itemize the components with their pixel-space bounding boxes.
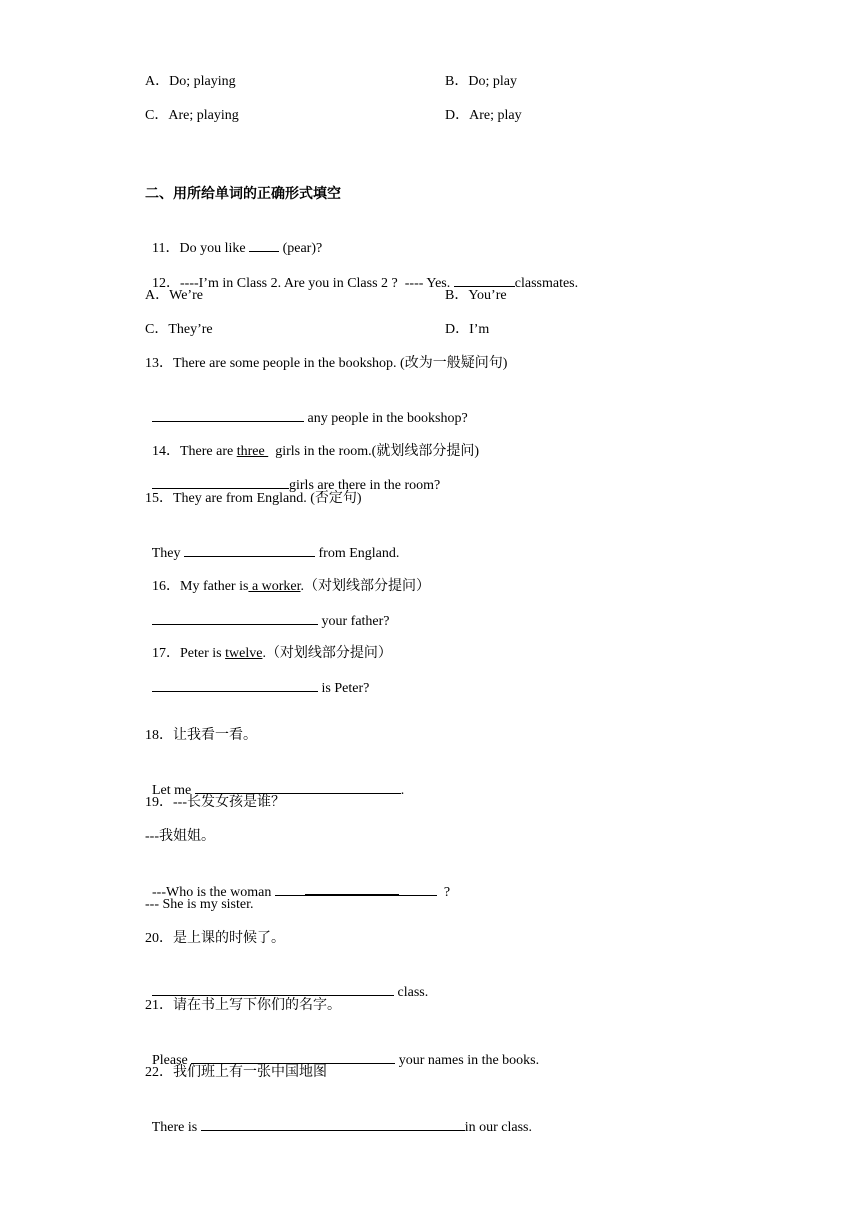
q16-underlined: a worker	[248, 579, 301, 594]
answer-blank[interactable]	[152, 475, 289, 489]
q17-after: .（对划线部分提问）	[262, 646, 392, 661]
q19-answer-before: ---Who is the woman	[152, 885, 275, 900]
question-15: 15．They are from England. (否定句)	[145, 491, 362, 506]
q18-answer-line	[145, 760, 405, 798]
answer-blank[interactable]	[249, 238, 279, 252]
q15-answer-before: They	[151, 546, 185, 561]
answer-blank[interactable]	[152, 982, 394, 996]
q22-answer-before: There is	[151, 1120, 201, 1135]
q21-answer-after: your names in the books.	[395, 1053, 540, 1068]
q22-answer-line	[145, 1097, 532, 1135]
q14-answer-line	[145, 455, 441, 493]
q22-answer-after: in our class.	[464, 1120, 532, 1135]
option-b: B．Do; play	[445, 74, 517, 89]
question-20: 20．是上课的时候了。	[145, 931, 285, 946]
answer-blank[interactable]	[275, 882, 305, 896]
answer-blank[interactable]	[152, 611, 318, 625]
section-title: 二、用所给单词的正确形式填空	[145, 187, 341, 202]
q14-underlined: three	[236, 444, 269, 459]
q16-answer-after: your father?	[318, 614, 390, 629]
q21-answer-line	[145, 1030, 540, 1068]
question-17	[145, 624, 392, 661]
q16-answer-line	[145, 591, 390, 629]
option-d: D．Are; play	[445, 108, 522, 123]
q16-before: 16．My father is	[152, 579, 249, 594]
q19-answer-line	[145, 861, 451, 900]
q12-stem-after: classmates.	[514, 276, 579, 291]
answer-blank[interactable]	[454, 273, 515, 287]
q14-answer-after: girls are there in the room?	[289, 478, 441, 493]
q13-answer-after: any people in the bookshop?	[304, 411, 468, 426]
answer-blank[interactable]	[305, 881, 399, 896]
q17-underlined: twelve	[225, 646, 263, 661]
q18-answer-after: .	[400, 783, 405, 798]
question-22: 22．我们班上有一张中国地图	[145, 1065, 327, 1080]
answer-blank[interactable]	[201, 1117, 465, 1131]
q12-option-b: B．You’re	[445, 288, 507, 303]
answer-blank[interactable]	[152, 678, 318, 692]
q18-answer-before: Let me	[152, 783, 195, 798]
q11-after: (pear)?	[279, 241, 323, 256]
answer-blank[interactable]	[195, 780, 401, 794]
q20-answer-after: class.	[394, 985, 429, 1000]
q21-answer-before: Please	[152, 1053, 192, 1068]
q15-answer-line	[145, 523, 400, 561]
q19-answer-after: ?	[436, 885, 451, 900]
answer-blank[interactable]	[191, 1050, 395, 1064]
q13-answer-line	[145, 388, 468, 426]
q12-option-c: C．They’re	[145, 322, 213, 337]
question-12	[145, 253, 579, 291]
question-21: 21．请在书上写下你们的名字。	[145, 998, 341, 1013]
q15-answer-after: from England.	[315, 546, 400, 561]
q11-before: 11．Do you like	[152, 241, 250, 256]
question-13: 13．There are some people in the bookshop. (改为一般疑问句)	[145, 356, 508, 371]
q17-answer-after: is Peter?	[318, 681, 370, 696]
q16-after: .（对划线部分提问）	[300, 579, 431, 594]
question-19: 19．---长发女孩是谁？	[145, 795, 285, 810]
q14-after: girls in the room.(就划线部分提问)	[268, 444, 479, 459]
q17-before: 17．Peter is	[152, 646, 226, 661]
q19-line4: --- She is my sister.	[145, 897, 254, 912]
option-a: A．Do; playing	[145, 74, 236, 89]
q12-stem-before: 12．----I’m in Class 2. Are you in Class 2 ? ---- Yes.	[152, 276, 454, 291]
q12-option-d: D．I’m	[445, 322, 490, 337]
question-11	[145, 218, 323, 256]
q20-answer-line	[145, 962, 429, 1000]
question-14	[145, 422, 479, 459]
question-16	[145, 557, 431, 594]
q14-before: 14．There are	[152, 444, 237, 459]
answer-blank[interactable]	[399, 882, 437, 896]
q19-line2: ---我姐姐。	[145, 829, 215, 844]
answer-blank[interactable]	[184, 543, 315, 557]
q12-option-a: A．We’re	[145, 288, 203, 303]
question-18: 18．让我看一看。	[145, 728, 257, 743]
option-c: C．Are; playing	[145, 108, 239, 123]
q17-answer-line	[145, 658, 370, 696]
answer-blank[interactable]	[152, 408, 304, 422]
